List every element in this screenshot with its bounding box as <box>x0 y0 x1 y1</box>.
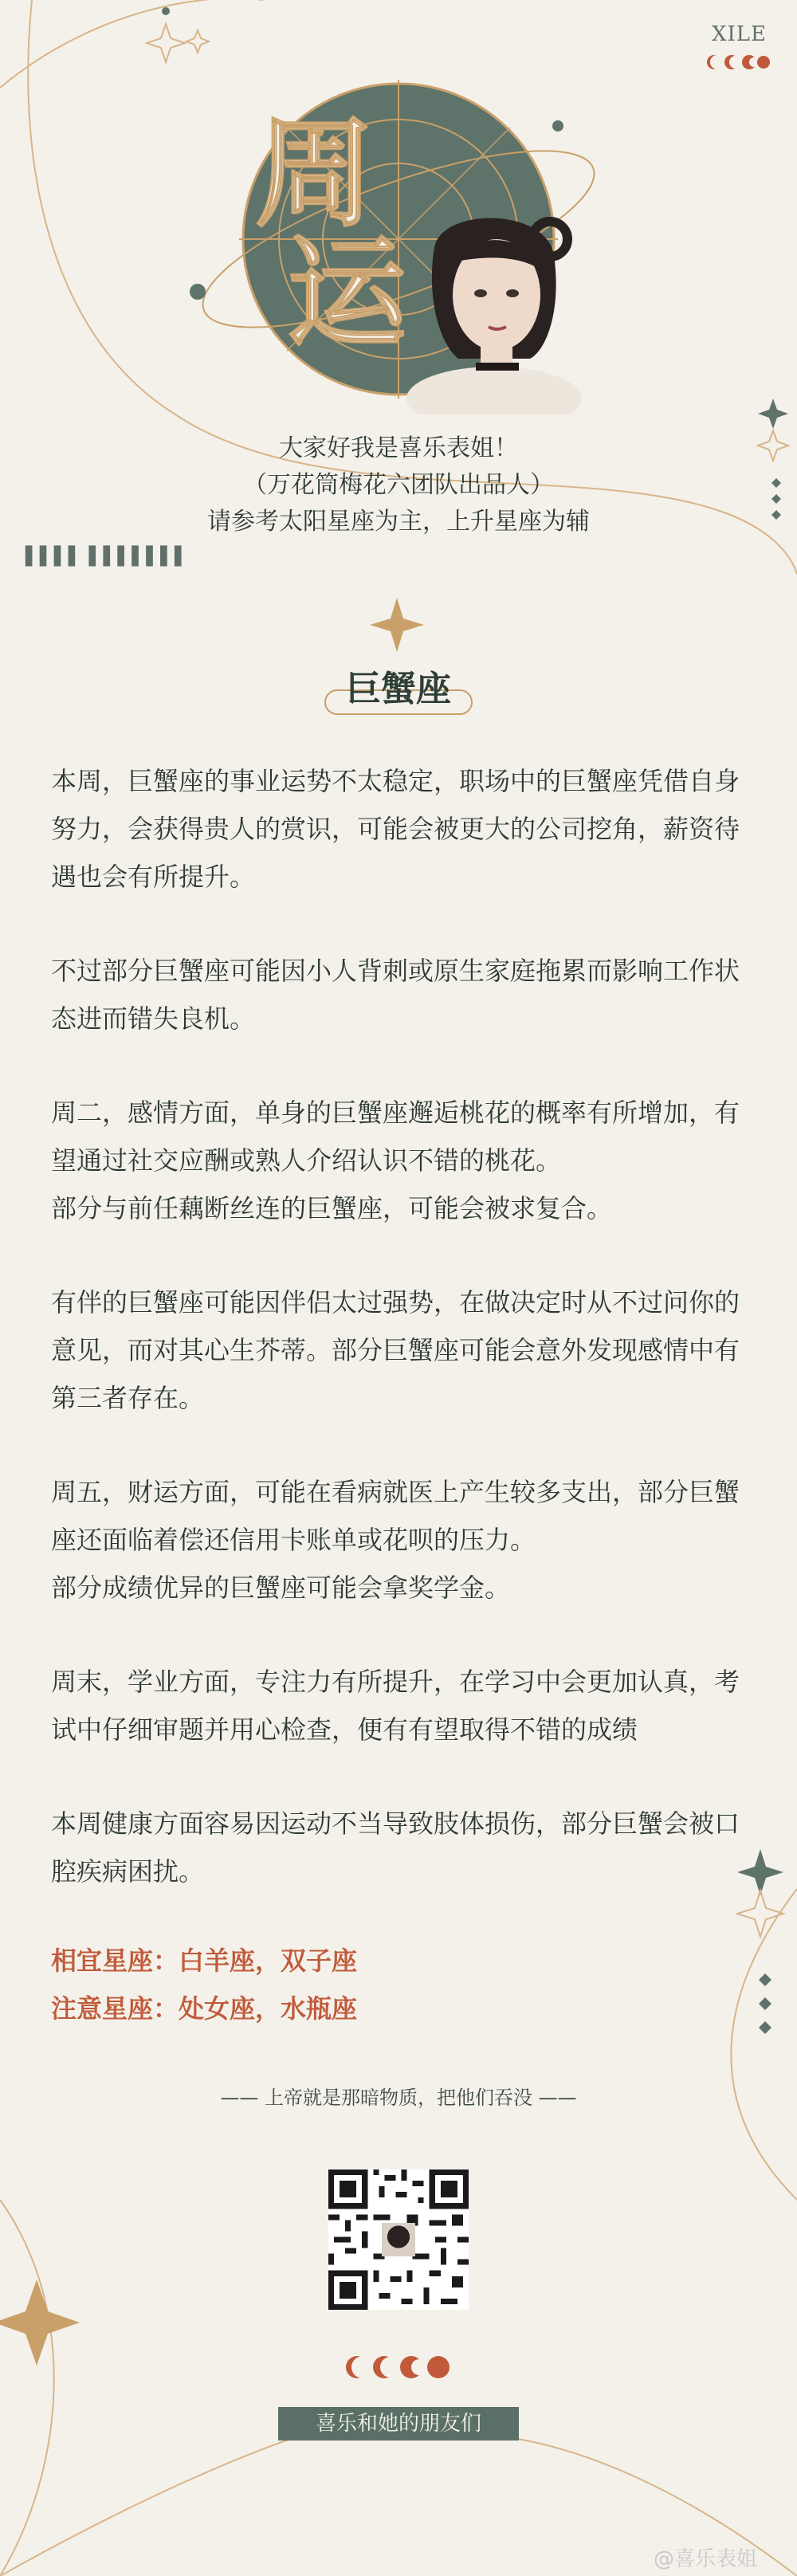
qr-code[interactable] <box>328 2170 469 2310</box>
intro-line-2: （万花筒梅花六团队出品人） <box>243 471 554 499</box>
avatar-illustration <box>402 199 586 414</box>
intro-text <box>0 430 797 540</box>
paragraph-health: 本周健康方面容易因运动不当导致肢体损伤，部分巨蟹会被口腔疾病困扰。 <box>51 1808 740 1887</box>
brand-label: XILE <box>712 22 768 46</box>
intro-line-1: 大家好我是喜乐表姐！ <box>279 434 518 462</box>
title-char-1: 周 <box>255 105 375 244</box>
quote: —— 上帝就是那暗物质，把他们吞没 —— <box>220 2087 577 2109</box>
paragraph-love-couple: 有伴的巨蟹座可能因伴侣太过强势，在做决定时从不过问你的意见，而对其心生芥蒂。部分巨蟹座可能会意外发现感情中有第三者存在。 <box>51 1287 740 1413</box>
paragraph-finance: 周五，财运方面，可能在看病就医上产生较多支出，部分巨蟹座还面临着偿还信用卡账单或花呗的压力。 <box>51 1477 740 1555</box>
barcode-decoration: ▌▌▌▌ ▌▌▌▌▌▌▌ <box>26 547 190 567</box>
lucky-signs <box>51 1937 357 2032</box>
moon-phase-icon <box>706 53 770 72</box>
paragraph-study: 周末，学业方面，专注力有所提升，在学习中会更加认真，考试中仔细审题并用心检查，便有有望取得不错的成绩 <box>51 1667 740 1745</box>
footer-banner: 喜乐和她的朋友们 <box>278 2407 519 2441</box>
horoscope-content <box>51 757 752 1942</box>
paragraph-scholarship: 部分成绩优异的巨蟹座可能会拿奖学金。 <box>51 1573 511 1603</box>
paragraph-career-warning: 不过部分巨蟹座可能因小人背刺或原生家庭拖累而影响工作状态进而错失良机。 <box>51 956 740 1034</box>
good-signs: 相宜星座：白羊座，双子座 <box>51 1946 358 1976</box>
caution-signs: 注意星座：处女座，水瓶座 <box>51 1993 358 2024</box>
paragraph-career: 本周，巨蟹座的事业运势不太稳定，职场中的巨蟹座凭借自身努力，会获得贵人的赏识，可能会被更大的公司挖角，薪资待遇也会有所提升。 <box>51 766 740 892</box>
moon-phase-icon <box>343 2351 454 2383</box>
sign-title: 巨蟹座 <box>346 669 451 709</box>
paragraph-love-ex: 部分与前任藕断丝连的巨蟹座，可能会被求复合。 <box>51 1193 613 1223</box>
paragraph-love-single: 周二，感情方面，单身的巨蟹座邂逅桃花的概率有所增加，有望通过社交应酬或熟人介绍认识不错的桃花。 <box>51 1098 740 1176</box>
intro-line-3: 请参考太阳星座为主，上升星座为辅 <box>207 508 590 536</box>
title-char-2: 运 <box>287 225 407 363</box>
watermark: @喜乐表姐 <box>654 2547 758 2571</box>
